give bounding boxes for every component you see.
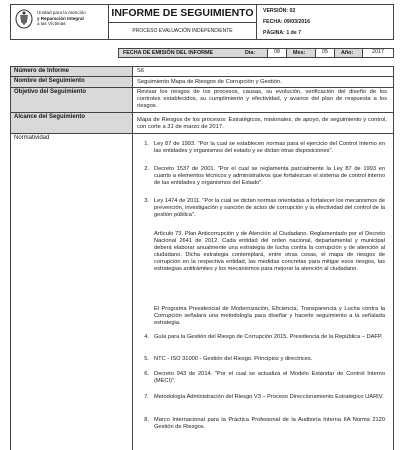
item-text: Ley 87 de 1993. "Por la cual se establecen normas para el ejercicio del Control Interno en las entidades y organismos del estado y se dictan otras disposiciones". (154, 141, 385, 155)
month-value: 05 (315, 49, 335, 57)
follow-up-name-label: Nombre del Seguimiento (11, 77, 133, 87)
item-number: 7. (144, 394, 149, 400)
emission-label: FECHA DE EMISIÓN DEL INFORME (123, 50, 214, 56)
regulations-label: Normatividad (11, 134, 133, 450)
item-text: Ley 1474 de 2011. "Por la cual se dictan normas orientadas a fortalecer los mecanismos de prevención, investigación y sanción de actos de corrupción y la efectividad del control de la gestión pública". (154, 198, 385, 219)
item-text: Marco Internacional para la Práctica Profesional de la Auditoría Interna IIA Norma 2120 Gestión de Riesgos. (154, 417, 385, 431)
document-meta (257, 5, 393, 39)
day-value: 08 (267, 49, 287, 57)
item-text: Guía para la Gestión del Riesgo de Corrupción 2015. Presidencia de la República – DAFP. (154, 334, 383, 340)
document-header (10, 4, 394, 40)
emission-date-bar (118, 48, 394, 58)
logo-line: y Reparación Integral (37, 15, 84, 21)
item-number: 2. (144, 166, 149, 172)
title-block (109, 5, 257, 39)
day-label: Día: (245, 50, 256, 56)
report-number-label: Número de Informe (11, 67, 133, 76)
table-row (11, 134, 393, 450)
table-row (11, 67, 393, 77)
logo-block (11, 5, 109, 39)
objective-label: Objetivo del Seguimiento (11, 88, 133, 112)
report-number-value: S6 (137, 68, 145, 74)
article-paragraph: Artículo 73. Plan Anticorrupción y de Atención al Ciudadano. Reglamentado por el Decreto Nacional 2641 de 2012. Cada entidad del orden nacional, departamental y municipal deberá elaborar anualmente una estrategia de lucha contra la corrupción y de atención al ciudadano. Dicha estrategia contemplará, entre otras cosas, el mapa de riesgos de corrupción en la respectiva entidad, las medidas concretas para mitigar esos riesgos, las estrategias antitrámites y los mecanismos para mejorar la atención al ciudadano. (154, 231, 385, 273)
item-number: 3. (144, 198, 149, 204)
item-text: Decreto 1537 de 2001. "Por el cual se reglamenta parcialmente la Ley 87 de 1993 en cuanto a elementos técnicos y administrativos que fortalezcan el sistema de control interno de las entidades y organismos del Estado". (154, 166, 385, 187)
objective-value: Revisar los riesgos de los procesos, causas, su evolución, verificación del diseño de los controles establecidos, su cumplimiento y efectividad, y avance del plan de respuesta a los riesgos. (137, 89, 387, 110)
date-label: FECHA: 09/03/2016 (263, 19, 310, 25)
page-label: PÁGINA: 1 de 7 (263, 30, 302, 36)
scope-label: Alcance del Seguimiento (11, 113, 133, 133)
report-table (10, 66, 394, 450)
item-number: 6. (144, 371, 149, 377)
version-label: VERSIÓN: 02 (263, 8, 296, 14)
program-paragraph: El Programa Presidencial de Modernización, Eficiencia, Transparencia y Lucha contra la Corrupción señalará una metodología para diseñar y hacerle seguimiento a la señalada estrategia. (154, 306, 385, 327)
item-number: 4. (144, 334, 149, 340)
logo-text (37, 10, 86, 27)
item-number: 1. (144, 141, 149, 147)
table-row (11, 77, 393, 88)
item-text: NTC - ISO 31000 - Gestión del Riesgo. Principios y directrices. (154, 356, 313, 362)
follow-up-name-value: Seguimiento Mapa de Riesgos de Corrupción y Gestión. (137, 79, 282, 85)
process-name: PROCESO EVALUACIÓN INDEPENDIENTE (132, 28, 233, 34)
table-row (11, 113, 393, 134)
scope-value: Mapa de Riesgos de los procesos: Estratégicos, misionales, de apoyo, de seguimiento y control, con corte a 31 de marzo de 2017. (137, 117, 387, 131)
year-label: Año: (341, 50, 354, 56)
coat-of-arms-icon (15, 9, 33, 29)
document-title: INFORME DE SEGUIMIENTO (111, 7, 254, 19)
item-number: 5. (144, 356, 149, 362)
logo-line: Unidad para la Atención (37, 10, 86, 15)
table-row (11, 88, 393, 113)
month-label: Mes: (293, 50, 306, 56)
item-text: Decreto 943 de 2014. "Por el cual se actualiza el Modelo Estándar de Control Interno (MECI)". (154, 371, 385, 385)
item-number: 8. (144, 417, 149, 423)
year-value: 2017 (362, 49, 393, 57)
item-text: Metodología Administración del Riesgo V3 – Proceso Direccionamiento Estratégico UARIV. (154, 394, 384, 400)
logo-line: a las Víctimas (37, 21, 66, 27)
